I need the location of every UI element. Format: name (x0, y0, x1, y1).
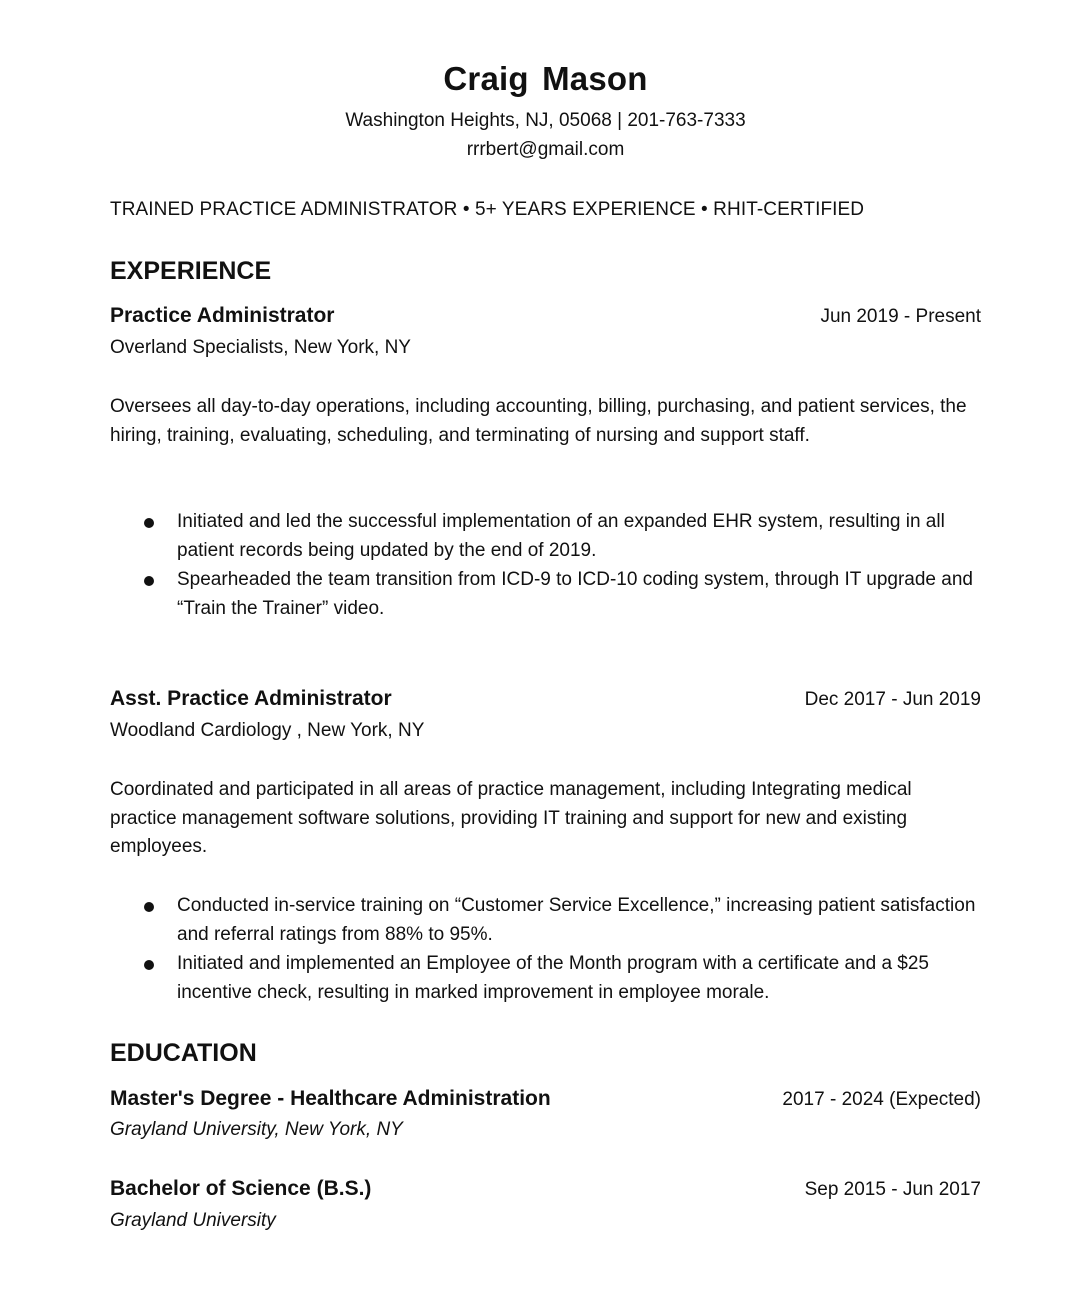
job-2-header (110, 687, 981, 711)
job-2-bullet-1: Conducted in-service training on “Customer Service Excellence,” increasing patient satisfaction and referral ratings from 88% to 95%. (177, 895, 976, 945)
job-1-bullet-1: Initiated and led the successful implementation of an expanded EHR system, resulting in all patient records being updated by the end of 2019. (177, 511, 945, 561)
education-1-dates: 2017 - 2024 (Expected) (782, 1089, 981, 1110)
education-1-header (110, 1087, 981, 1111)
education-2-degree: Bachelor of Science (B.S.) (110, 1177, 372, 1200)
job-1-bullets (110, 508, 981, 624)
job-1-company: Overland Specialists, New York, NY (110, 337, 411, 358)
education-1-degree: Master's Degree - Healthcare Administration (110, 1087, 551, 1110)
job-2-dates: Dec 2017 - Jun 2019 (804, 689, 981, 710)
education-heading: EDUCATION (110, 1039, 257, 1067)
education-2-header (110, 1177, 981, 1201)
bullet-icon (144, 960, 154, 970)
bullet-icon (144, 576, 154, 586)
job-2-title: Asst. Practice Administrator (110, 687, 392, 710)
list-item (110, 566, 981, 623)
job-1-title: Practice Administrator (110, 304, 335, 327)
education-2-dates: Sep 2015 - Jun 2017 (804, 1179, 981, 1200)
contact-address-phone: Washington Heights, NJ, 05068 | 201-763-7333 (345, 110, 746, 131)
job-2-summary: Coordinated and participated in all areas of practice management, including Integrating medical practice management software solutions, providing IT training and support for new and existing employees. (110, 779, 912, 857)
professional-tagline: TRAINED PRACTICE ADMINISTRATOR • 5+ YEARS EXPERIENCE • RHIT-CERTIFIED (110, 199, 865, 220)
contact-email: rrrbert@gmail.com (466, 139, 625, 160)
candidate-name: Craig Mason (443, 60, 648, 97)
job-1-summary: Oversees all day-to-day operations, including accounting, billing, purchasing, and patient services, the hiring, training, evaluating, scheduling, and terminating of nursing and support staff. (110, 396, 967, 446)
job-2-company: Woodland Cardiology , New York, NY (110, 720, 425, 741)
job-1-bullet-2: Spearheaded the team transition from ICD-9 to ICD-10 coding system, through IT upgrade and “Train the Trainer” video. (177, 569, 973, 619)
education-1-school: Grayland University, New York, NY (110, 1119, 403, 1140)
bullet-icon (144, 518, 154, 528)
job-1-dates: Jun 2019 - Present (820, 306, 981, 327)
bullet-icon (144, 902, 154, 912)
education-2-school: Grayland University (110, 1210, 276, 1231)
list-item (110, 508, 981, 565)
list-item (110, 950, 981, 1007)
job-1-header (110, 304, 981, 328)
job-2-bullet-2: Initiated and implemented an Employee of the Month program with a certificate and a $25 incentive check, resulting in marked improvement in employee morale. (177, 953, 929, 1003)
job-2-bullets (110, 892, 981, 1008)
experience-heading: EXPERIENCE (110, 257, 272, 285)
list-item (110, 892, 981, 949)
